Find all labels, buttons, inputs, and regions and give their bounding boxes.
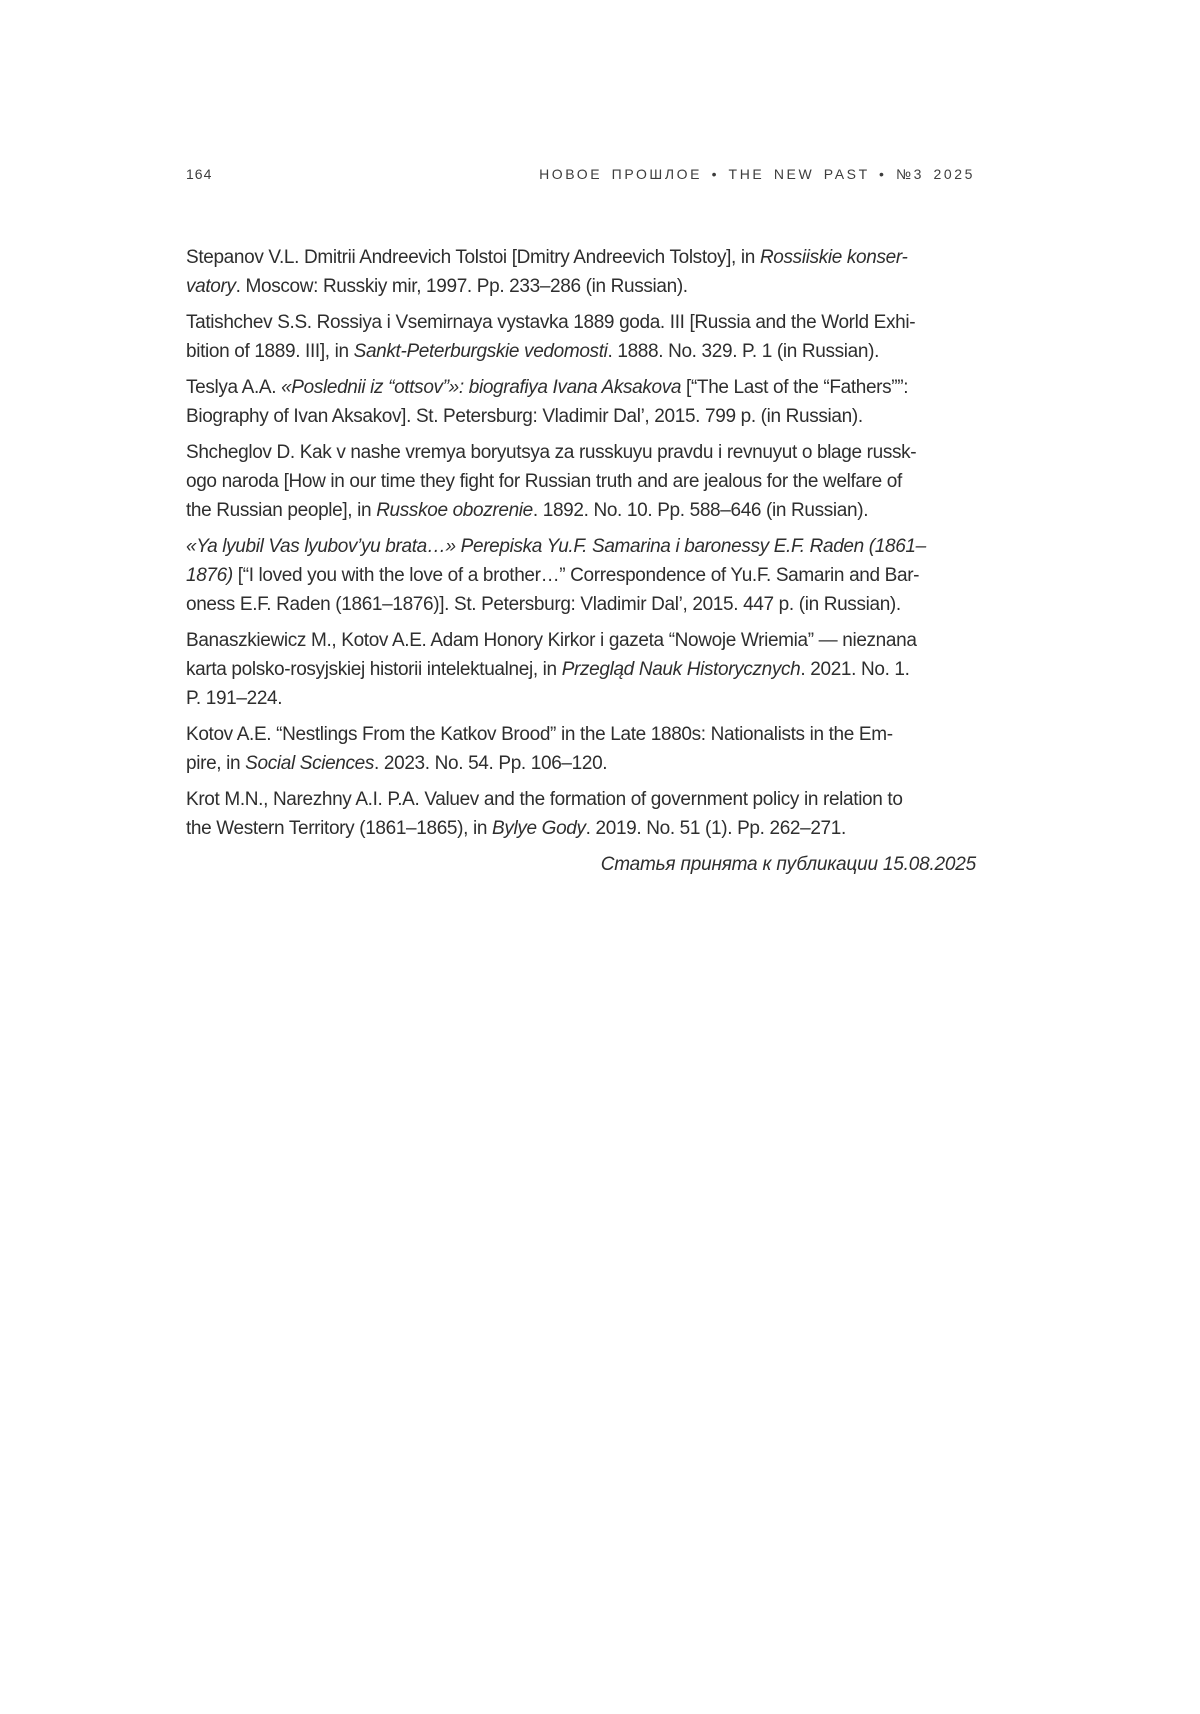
reference-line: Shcheglov D. Kak v nashe vremya boryutsya za russkuyu pravdu i revnuyut o blage russk-	[186, 442, 917, 463]
reference-line: Tatishchev S.S. Rossiya i Vsemirnaya vystavka 1889 goda. III [Russia and the World Exhi-	[186, 312, 916, 333]
reference-line: bition of 1889. III], in Sankt-Peterburgskie vedomosti. 1888. No. 329. P. 1 (in Russian).	[186, 341, 880, 362]
reference-entry	[186, 785, 976, 843]
reference-line: Kotov A.E. “Nestlings From the Katkov Brood” in the Late 1880s: Nationalists in the Em-	[186, 724, 893, 745]
reference-line: ogo naroda [How in our time they fight for Russian truth and are jealous for the welfare of	[186, 471, 902, 492]
references-section	[186, 243, 976, 879]
page-number: 164	[186, 166, 213, 182]
reference-entry	[186, 720, 976, 778]
reference-line: Krot M.N., Narezhny A.I. P.A. Valuev and the formation of government policy in relation to	[186, 789, 903, 810]
reference-entry	[186, 243, 976, 301]
reference-line: «Ya lyubil Vas lyubov’yu brata…» Perepiska Yu.F. Samarina i baronessy E.F. Raden (1861–	[186, 536, 926, 557]
reference-line: 1876) [“I loved you with the love of a brother…” Correspondence of Yu.F. Samarin and Bar-	[186, 565, 920, 586]
reference-line: vatory. Moscow: Russkiy mir, 1997. Pp. 233–286 (in Russian).	[186, 276, 688, 297]
reference-line: oness E.F. Raden (1861–1876)]. St. Petersburg: Vladimir Dal’, 2015. 447 p. (in Russian).	[186, 594, 901, 615]
journal-title-line: НОВОЕ ПРОШЛОЕ • THE NEW PAST • №3 2025	[539, 166, 975, 182]
reference-list	[186, 243, 976, 843]
reference-line: Teslya A.A. «Poslednii iz “ottsov”»: biografiya Ivana Aksakova [“The Last of the “Fathers””:	[186, 377, 909, 398]
reference-line: the Russian people], in Russkoe obozrenie. 1892. No. 10. Pp. 588–646 (in Russian).	[186, 500, 869, 521]
reference-entry	[186, 438, 976, 525]
running-head	[186, 166, 975, 182]
reference-line: karta polsko-rosyjskiej historii intelektualnej, in Przegląd Nauk Historycznych. 2021. No. 1.	[186, 659, 910, 680]
reference-line: pire, in Social Sciences. 2023. No. 54. Pp. 106–120.	[186, 753, 608, 774]
reference-line: Biography of Ivan Aksakov]. St. Petersburg: Vladimir Dal’, 2015. 799 p. (in Russian).	[186, 406, 863, 427]
reference-line: the Western Territory (1861–1865), in Bylye Gody. 2019. No. 51 (1). Pp. 262–271.	[186, 818, 846, 839]
reference-line: Stepanov V.L. Dmitrii Andreevich Tolstoi [Dmitry Andreevich Tolstoy], in Rossiiskie konser-	[186, 247, 908, 268]
reference-entry	[186, 532, 976, 619]
reference-line: P. 191–224.	[186, 688, 283, 709]
reference-line: Banaszkiewicz M., Kotov A.E. Adam Honory Kirkor i gazeta “Nowoje Wriemia” — nieznana	[186, 630, 917, 651]
reference-entry	[186, 373, 976, 431]
acceptance-note: Статья принята к публикации 15.08.2025	[600, 854, 976, 875]
reference-entry	[186, 626, 976, 713]
reference-entry	[186, 308, 976, 366]
